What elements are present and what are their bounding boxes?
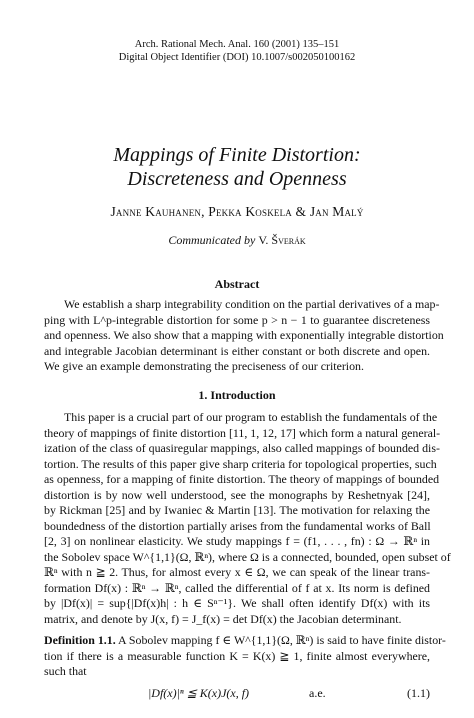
communicated-by xyxy=(0,233,474,248)
equation-number: (1.1) xyxy=(407,686,430,700)
journal-citation: Arch. Rational Mech. Anal. 160 (2001) 135–151 xyxy=(134,39,340,50)
definition-line: such that xyxy=(44,664,87,678)
abstract-line: We give an example demonstrating the preciseness of our criterion. xyxy=(44,359,364,373)
abstract-line: ping with L^p-integrable distortion for some p > n − 1 to guarantee discreteness xyxy=(44,312,430,327)
intro-line: This paper is a crucial part of our program to establish the fundamentals of the xyxy=(64,410,438,424)
abstract-line: and integrable Jacobian determinant is either constant or both discrete and open. xyxy=(44,343,430,358)
abstract-line: and openness. We also show that a mapping with exponentially integrable distortion xyxy=(44,328,444,342)
introduction-body xyxy=(44,410,451,627)
intro-line: matrix, and denote by J(x, f) = J_f(x) = det Df(x) the Jacobian determinant. xyxy=(44,611,402,626)
author-list: Janne Kauhanen, Pekka Koskela & Jan Malý xyxy=(110,204,364,219)
paper-title-line-2: Discreteness and Openness xyxy=(127,168,347,190)
definition-label: Definition 1.1. xyxy=(44,633,116,647)
abstract-heading: Abstract xyxy=(214,277,260,291)
intro-line: ization of the class of quasiregular mappings, also called mappings of bounded dis- xyxy=(44,441,440,455)
intro-line: distortion is by now well understood, see the monographs by Reshetnyak [24], xyxy=(44,487,430,502)
intro-line: tortion. The results of this paper give sharp criteria for topological properties, such xyxy=(44,456,437,471)
intro-line: by Rickman [25] and by Iwaniec & Martin [13]. The motivation for relaxing the xyxy=(44,503,430,517)
intro-line: by |Df(x)| = sup{|Df(x)h| : h ∈ Sⁿ⁻¹}. We shall often identify Df(x) with its xyxy=(44,596,430,610)
abstract-line: We establish a sharp integrability condition on the partial derivatives of a map- xyxy=(64,297,440,311)
intro-line: the Sobolev space W^{1,1}(Ω, ℝⁿ), where Ω is a connected, bounded, open subset of xyxy=(44,549,451,564)
abstract-body xyxy=(44,297,444,375)
equation-ae: a.e. xyxy=(309,686,326,700)
intro-line: as openness, for a mapping of finite distortion. The theory of mappings of bounded xyxy=(44,472,440,486)
definition-text: A Sobolev mapping f ∈ W^{1,1}(Ω, ℝⁿ) is said to have finite distor- xyxy=(118,633,446,647)
section-heading: 1. Introduction xyxy=(198,388,276,402)
intro-line: theory of mappings of finite distortion [11, 1, 12, 17] which form a natural general- xyxy=(44,425,441,440)
intro-line: boundedness of the distortion partially arises from the fundamental works of Ball xyxy=(44,518,431,533)
intro-line: ℝⁿ with n ≧ 2. Thus, for almost every x ∈ Ω, we can speak of the linear trans- xyxy=(44,565,430,579)
definition-body xyxy=(44,633,446,680)
communicated-label: Communicated by xyxy=(168,233,256,247)
doi-line: Digital Object Identifier (DOI) 10.1007/s002050100162 xyxy=(118,52,356,63)
intro-line: formation Df(x) : ℝⁿ → ℝⁿ, called the differential of f at x. Its norm is defined xyxy=(44,580,430,595)
intro-line: [2, 3] on nonlinear elasticity. We study mappings f = (f1, . . . , fn) : Ω → ℝⁿ in xyxy=(44,534,430,548)
communicated-name: V. Šverák xyxy=(258,233,306,247)
definition-line-1 xyxy=(44,633,446,649)
paper-title-line-1: Mappings of Finite Distortion: xyxy=(113,144,361,166)
equation-expression: |Df(x)|ⁿ ≦ K(x)J(x, f) xyxy=(148,686,250,700)
equation-1-1 xyxy=(44,686,430,702)
definition-line: tion if there is a measurable function K = K(x) ≧ 1, finite almost everywhere, xyxy=(44,648,430,663)
